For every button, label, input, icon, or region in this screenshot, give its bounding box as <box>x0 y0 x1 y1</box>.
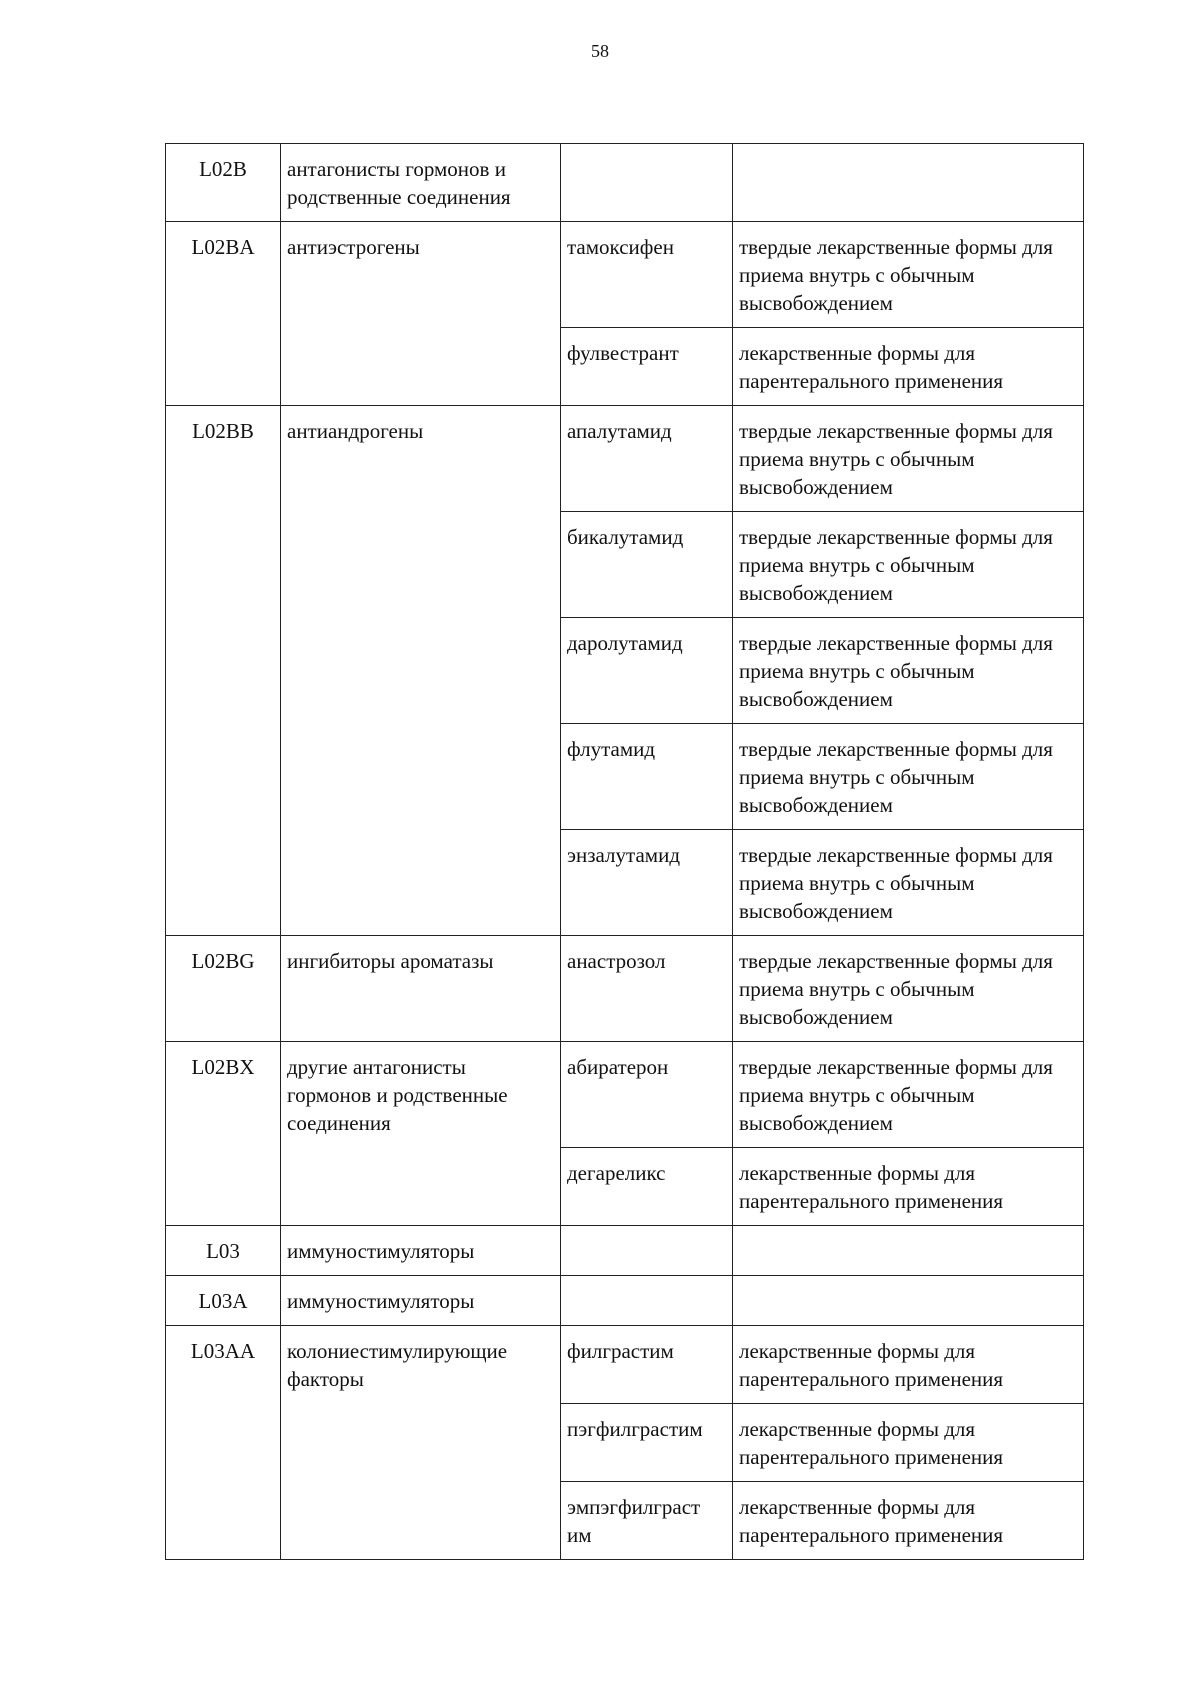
atc-code-cell: L03AA <box>166 1326 281 1560</box>
table-row <box>166 1042 1084 1148</box>
drug-name-cell: филграстим <box>561 1326 733 1404</box>
group-name-cell: иммуностимуляторы <box>281 1226 561 1276</box>
dosage-form-cell: лекарственные формы для парентерального применения <box>733 1482 1084 1560</box>
group-name-cell: антиандрогены <box>281 406 561 936</box>
atc-code-cell: L02B <box>166 144 281 222</box>
dosage-form-cell <box>733 1276 1084 1326</box>
dosage-form-cell <box>733 144 1084 222</box>
group-name-cell: антиэстрогены <box>281 222 561 406</box>
drug-name-cell: фулвестрант <box>561 328 733 406</box>
drug-name-cell: абиратерон <box>561 1042 733 1148</box>
dosage-form-cell: твердые лекарственные формы для приема внутрь с обычным высвобождением <box>733 724 1084 830</box>
table-body <box>166 144 1084 1560</box>
drug-name-cell <box>561 1226 733 1276</box>
atc-code-cell: L02BX <box>166 1042 281 1226</box>
dosage-form-cell: лекарственные формы для парентерального применения <box>733 328 1084 406</box>
drug-name-cell: пэгфилграстим <box>561 1404 733 1482</box>
dosage-form-cell: лекарственные формы для парентерального применения <box>733 1326 1084 1404</box>
atc-code-cell: L03 <box>166 1226 281 1276</box>
dosage-form-cell: твердые лекарственные формы для приема внутрь с обычным высвобождением <box>733 512 1084 618</box>
drug-name-cell: тамоксифен <box>561 222 733 328</box>
table-row <box>166 936 1084 1042</box>
table-row <box>166 406 1084 512</box>
dosage-form-cell: твердые лекарственные формы для приема внутрь с обычным высвобождением <box>733 1042 1084 1148</box>
atc-code-cell: L02BA <box>166 222 281 406</box>
drug-name-cell: эмпэгфилграст им <box>561 1482 733 1560</box>
dosage-form-cell: твердые лекарственные формы для приема внутрь с обычным высвобождением <box>733 618 1084 724</box>
drug-name-cell: дегареликс <box>561 1148 733 1226</box>
drug-name-cell <box>561 1276 733 1326</box>
dosage-form-cell <box>733 1226 1084 1276</box>
drug-name-cell: апалутамид <box>561 406 733 512</box>
dosage-form-cell: твердые лекарственные формы для приема внутрь с обычным высвобождением <box>733 936 1084 1042</box>
atc-code-cell: L02BB <box>166 406 281 936</box>
table-row <box>166 1226 1084 1276</box>
drug-name-cell: энзалутамид <box>561 830 733 936</box>
dosage-form-cell: лекарственные формы для парентерального применения <box>733 1148 1084 1226</box>
page-number: 58 <box>591 41 609 61</box>
atc-code-cell: L02BG <box>166 936 281 1042</box>
table-row <box>166 1276 1084 1326</box>
drug-name-cell: флутамид <box>561 724 733 830</box>
drug-name-cell: бикалутамид <box>561 512 733 618</box>
group-name-cell: колониестимулирующие факторы <box>281 1326 561 1560</box>
dosage-form-cell: твердые лекарственные формы для приема внутрь с обычным высвобождением <box>733 222 1084 328</box>
dosage-form-cell: твердые лекарственные формы для приема внутрь с обычным высвобождением <box>733 830 1084 936</box>
drug-name-cell: даролутамид <box>561 618 733 724</box>
atc-code-cell: L03A <box>166 1276 281 1326</box>
group-name-cell: ингибиторы ароматазы <box>281 936 561 1042</box>
dosage-form-cell: твердые лекарственные формы для приема внутрь с обычным высвобождением <box>733 406 1084 512</box>
table-row <box>166 144 1084 222</box>
drug-classification-table <box>165 143 1084 1560</box>
drug-name-cell: анастрозол <box>561 936 733 1042</box>
table-row <box>166 222 1084 328</box>
group-name-cell: другие антагонисты гормонов и родственные соединения <box>281 1042 561 1226</box>
drug-name-cell <box>561 144 733 222</box>
group-name-cell: иммуностимуляторы <box>281 1276 561 1326</box>
group-name-cell: антагонисты гормонов и родственные соединения <box>281 144 561 222</box>
dosage-form-cell: лекарственные формы для парентерального применения <box>733 1404 1084 1482</box>
table-row <box>166 1326 1084 1404</box>
